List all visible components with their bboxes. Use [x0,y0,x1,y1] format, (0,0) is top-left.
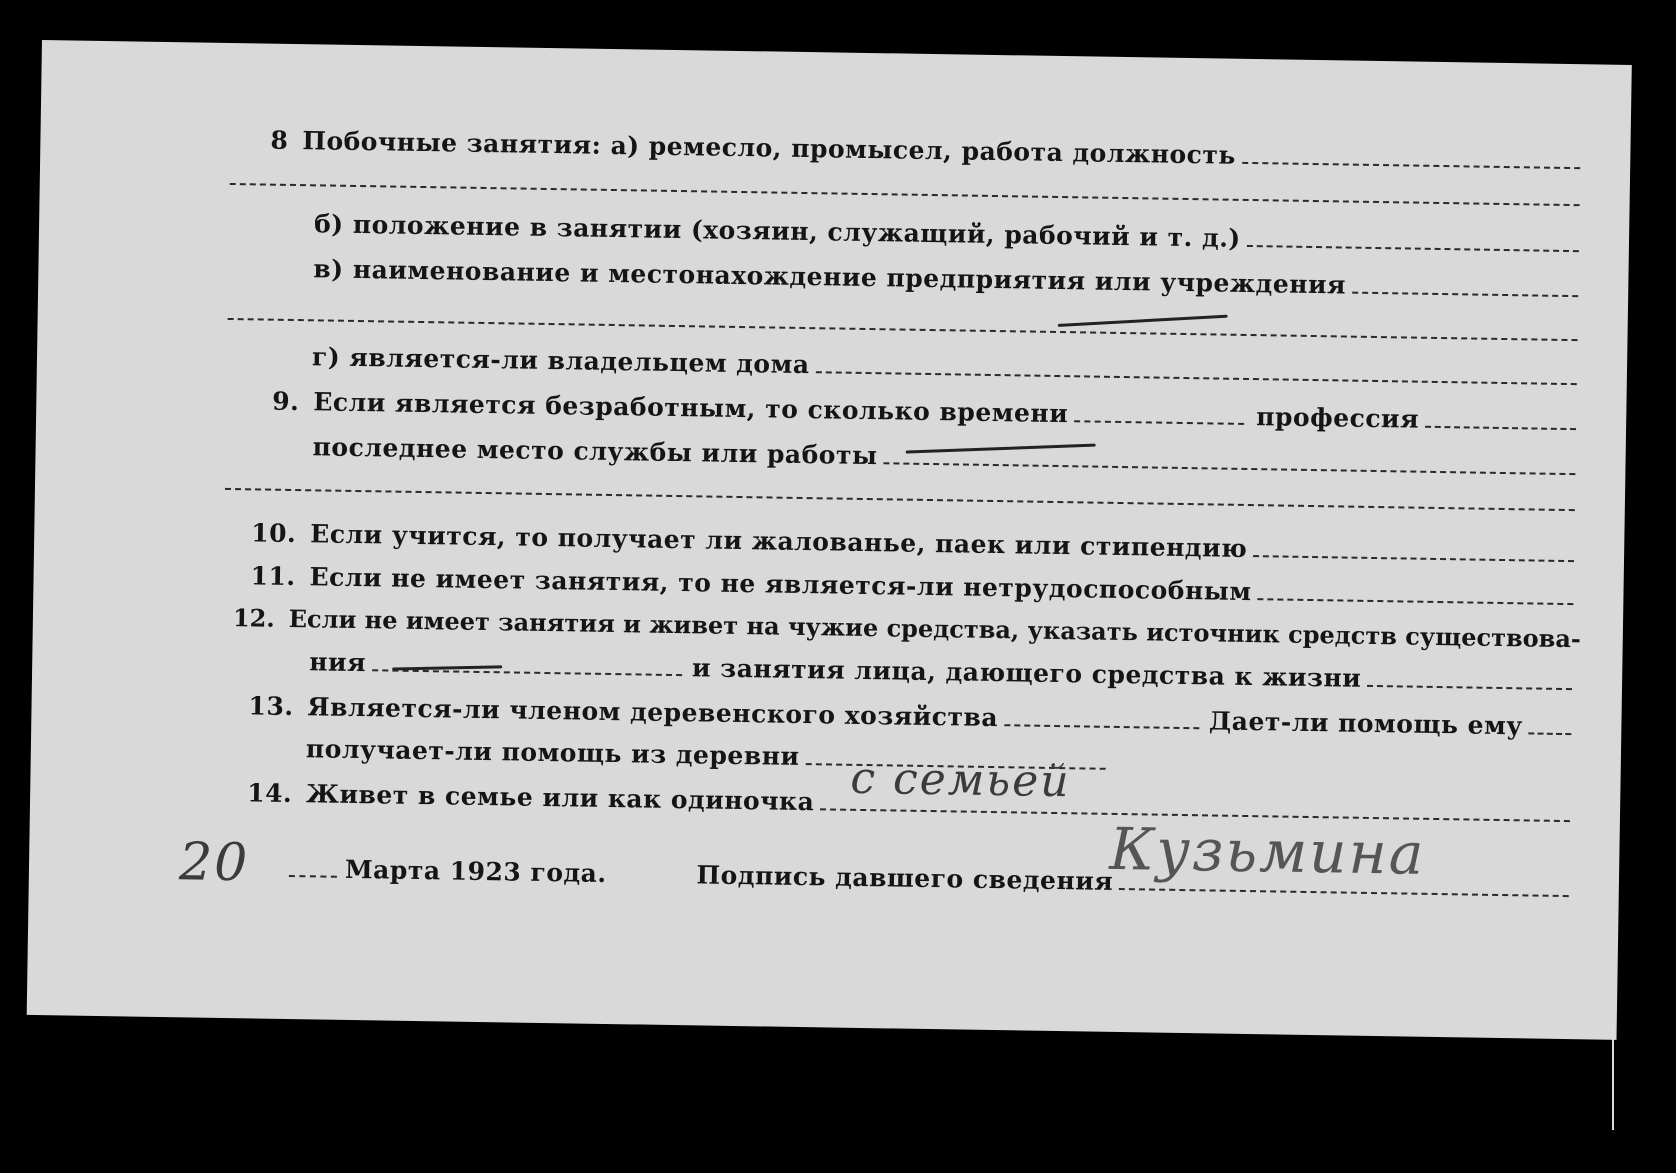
item-12-number: 12. [232,603,275,633]
item-8-v-continuation-line[interactable] [228,318,1578,341]
date-day-handwritten: 20 [178,832,250,894]
pen-stroke-item-8 [1058,315,1228,327]
item-11-answer-line[interactable] [1257,598,1573,605]
item-12-line-1 [232,603,1582,654]
item-8-line-v [313,254,1578,303]
item-10-label: Если учится, то получает ли жалованье, паек или стипендию [310,519,1248,563]
item-8-b-answer-line[interactable] [1247,245,1579,252]
item-8-number: 8 [270,125,289,155]
item-9-continuation-line[interactable] [225,488,1575,511]
item-9-number: 9. [272,386,300,417]
item-9-profession-label: профессия [1255,402,1420,434]
signature-label: Подпись давшего сведения [696,860,1114,896]
item-9-last-job-line[interactable] [883,462,1575,475]
item-12-provider-line[interactable] [1367,685,1572,690]
item-8-v-label: в) наименование и местонахождение предприятия или учреждения [313,254,1347,300]
item-11-number: 11. [250,561,296,592]
item-8-line-a [270,126,1580,176]
item-13-number: 13. [248,691,294,722]
item-8-g-answer-line[interactable] [815,371,1576,385]
item-13-member-line[interactable] [1004,724,1199,729]
item-14-label: Живет в семье или как одиночка [305,779,815,817]
item-8-line-g [312,342,1577,391]
item-10-line [234,518,1574,568]
item-13-member-label: Является-ли членом деревенского хозяйства [307,692,999,733]
item-8-b-label: б) положение в занятии (хозяин, служащий, рабочий и т. д.) [313,209,1241,253]
census-form-card [27,40,1632,1040]
item-8-a-continuation-line[interactable] [230,183,1580,206]
item-12-label: Если не имеет занятия и живет на чужие средства, указать источник средств существова- [288,603,1582,654]
item-14-number: 14. [246,778,293,809]
item-12-provider-label: и занятия лица, дающего средства к жизни [691,653,1362,693]
item-9-duration-line[interactable] [1074,420,1244,425]
item-8-g-label: г) является-ли владельцем дома [311,342,810,380]
item-13-help-label: Дает-ли помощь ему [1208,706,1524,741]
item-10-answer-line[interactable] [1253,555,1574,562]
item-14-handwritten-answer: с семьей [850,752,1072,808]
handwritten-signature: Кузьмина [1108,814,1426,888]
item-9-last-job-label: последнее место службы или работы [312,432,878,471]
item-11-line [233,561,1573,611]
item-10-number: 10. [251,518,297,549]
item-9-profession-line[interactable] [1425,426,1576,430]
item-13-help-line[interactable] [1529,732,1572,735]
item-12-source-line[interactable] [372,669,682,676]
item-9-line-1 [251,386,1576,436]
item-12-label-cont: ния [309,647,367,678]
item-8-a-label: Побочные занятия: а) ремесло, промысел, работа должность [302,126,1237,170]
date-month-year: Марта 1923 года. [344,854,607,888]
film-edge-line [1612,1020,1614,1130]
item-12-line-2 [309,647,1572,696]
date-day-line[interactable] [289,875,337,878]
item-8-v-answer-line[interactable] [1352,292,1578,298]
signature-line[interactable] [1119,888,1569,897]
item-11-label: Если не имеет занятия, то не является-ли нетрудоспособным [309,562,1252,607]
item-8-line-b [314,209,1579,258]
item-13-line-1 [231,691,1571,741]
item-13-receive-label: получает-ли помощь из деревни [305,734,800,771]
item-9-unemployed-label: Если является безработным, то сколько времени [313,387,1069,429]
item-8-a-answer-line[interactable] [1242,162,1580,169]
item-9-line-2 [312,432,1575,481]
